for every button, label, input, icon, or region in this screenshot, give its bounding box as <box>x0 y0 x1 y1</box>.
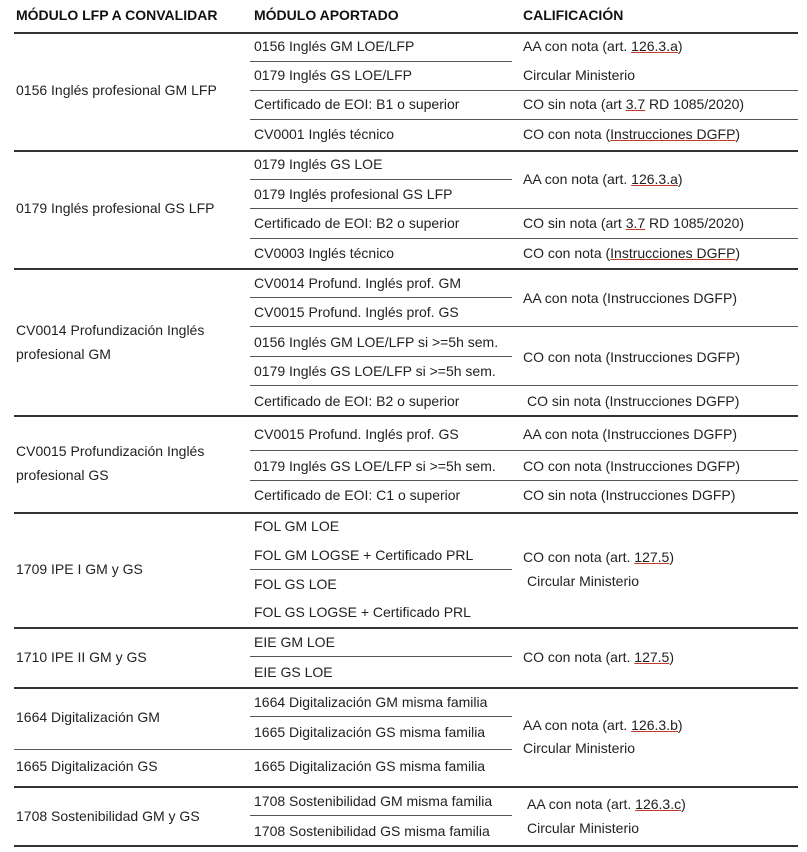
subrow-divider <box>250 656 512 657</box>
row-divider <box>14 268 798 270</box>
provided-cell: CV0014 Profund. Inglés prof. GM <box>254 275 461 291</box>
grade-cell: AA con nota (art. 126.3.c) <box>527 796 686 812</box>
module-cell: 1708 Sostenibilidad GM y GS <box>16 808 200 824</box>
grade-note: Circular Ministerio <box>527 573 640 589</box>
module-cell: profesional GS <box>16 467 109 483</box>
instructions-link[interactable]: Instrucciones DGFP <box>610 245 736 261</box>
header-module: MÓDULO LFP A CONVALIDAR <box>16 7 218 23</box>
row-divider <box>14 32 798 34</box>
grade-cell: CO con nota (Instrucciones DGFP) <box>523 349 741 365</box>
subrow-divider <box>250 61 512 62</box>
law-link[interactable]: 3.7 <box>625 215 646 231</box>
law-link[interactable]: 126.3.c <box>635 796 682 812</box>
subrow-divider <box>250 326 798 327</box>
module-cell: CV0015 Profundización Inglés <box>16 443 205 459</box>
provided-cell: Certificado de EOI: C1 o superior <box>254 487 461 503</box>
grade-cell: CO con nota (Instrucciones DGFP) <box>523 458 741 474</box>
grade-cell: CO sin nota (art 3.7 RD 1085/2020) <box>523 96 745 112</box>
provided-cell: CV0015 Profund. Inglés prof. GS <box>254 426 459 442</box>
header-provided: MÓDULO APORTADO <box>254 7 399 23</box>
grade-cell: CO con nota (art. 127.5) <box>523 549 674 565</box>
row-divider <box>14 786 798 788</box>
provided-cell: 1665 Digitalización GS misma familia <box>254 758 486 774</box>
provided-cell: FOL GS LOE <box>254 576 337 592</box>
provided-cell: FOL GS LOGSE + Certificado PRL <box>254 604 471 620</box>
provided-cell: CV0015 Profund. Inglés prof. GS <box>254 304 459 320</box>
law-link[interactable]: 126.3.a <box>631 38 678 54</box>
provided-cell: 0179 Inglés profesional GS LFP <box>254 186 453 202</box>
provided-cell: 0156 Inglés GM LOE/LFP <box>254 38 415 54</box>
grade-cell: CO con nota (Instrucciones DGFP) <box>523 245 741 261</box>
provided-cell: 1708 Sostenibilidad GS misma familia <box>254 823 490 839</box>
provided-cell: EIE GS LOE <box>254 664 333 680</box>
provided-cell: 1708 Sostenibilidad GM misma familia <box>254 793 493 809</box>
module-cell: 1664 Digitalización GM <box>16 709 160 725</box>
grade-cell: AA con nota (Instrucciones DGFP) <box>523 290 737 306</box>
module-cell: 1709 IPE I GM y GS <box>16 561 143 577</box>
subrow-divider <box>250 119 798 120</box>
grade-cell: CO sin nota (Instrucciones DGFP) <box>527 393 740 409</box>
subrow-divider <box>250 569 512 570</box>
subrow-divider <box>14 749 512 750</box>
grade-cell: AA con nota (art. 126.3.a) <box>523 38 683 54</box>
provided-cell: 0179 Inglés GS LOE/LFP <box>254 67 412 83</box>
provided-cell: Certificado de EOI: B2 o superior <box>254 215 460 231</box>
provided-cell: 0179 Inglés GS LOE <box>254 156 383 172</box>
module-cell: profesional GM <box>16 346 111 362</box>
module-cell: 1665 Digitalización GS <box>16 758 158 774</box>
law-link[interactable]: 3.7 <box>625 96 646 112</box>
row-divider <box>14 512 798 514</box>
provided-cell: CV0001 Inglés técnico <box>254 126 395 142</box>
provided-cell: 0179 Inglés GS LOE/LFP si >=5h sem. <box>254 458 496 474</box>
module-cell: 1710 IPE II GM y GS <box>16 649 147 665</box>
grade-note: Circular Ministerio <box>523 67 636 83</box>
grade-cell: AA con nota (Instrucciones DGFP) <box>523 426 737 442</box>
grade-cell: AA con nota (art. 126.3.a) <box>523 171 683 187</box>
grade-note: Circular Ministerio <box>527 820 640 836</box>
provided-cell: FOL GM LOGSE + Certificado PRL <box>254 547 474 563</box>
subrow-divider <box>250 716 512 717</box>
header-grade: CALIFICACIÓN <box>523 7 624 23</box>
module-cell: 0179 Inglés profesional GS LFP <box>16 200 215 216</box>
provided-cell: Certificado de EOI: B1 o superior <box>254 96 460 112</box>
grade-cell: CO sin nota (Instrucciones DGFP) <box>523 487 736 503</box>
row-divider <box>14 150 798 152</box>
instructions-link[interactable]: Instrucciones DGFP <box>610 126 736 142</box>
grade-cell: CO con nota (art. 127.5) <box>523 649 674 665</box>
subrow-divider <box>250 356 512 357</box>
law-link[interactable]: 126.3.a <box>631 171 678 187</box>
grade-cell: AA con nota (art. 126.3.b) <box>523 717 683 733</box>
row-divider <box>14 845 798 847</box>
module-cell: CV0014 Profundización Inglés <box>16 322 205 338</box>
grade-cell: CO con nota (Instrucciones DGFP) <box>523 126 741 142</box>
provided-cell: 0179 Inglés GS LOE/LFP si >=5h sem. <box>254 363 496 379</box>
grade-cell: CO sin nota (art 3.7 RD 1085/2020) <box>523 215 745 231</box>
row-divider <box>14 415 798 417</box>
row-divider <box>14 627 798 629</box>
module-cell: 0156 Inglés profesional GM LFP <box>16 82 217 98</box>
subrow-divider <box>250 208 798 209</box>
subrow-divider <box>250 90 798 91</box>
law-link[interactable]: 127.5 <box>634 649 670 665</box>
provided-cell: EIE GM LOE <box>254 634 335 650</box>
law-link[interactable]: 127.5 <box>634 549 670 565</box>
row-divider <box>14 687 798 689</box>
provided-cell: 1665 Digitalización GS misma familia <box>254 724 486 740</box>
provided-cell: 1664 Digitalización GM misma familia <box>254 694 488 710</box>
subrow-divider <box>250 297 512 298</box>
subrow-divider <box>250 238 798 239</box>
subrow-divider <box>250 385 798 386</box>
provided-cell: FOL GM LOE <box>254 518 340 534</box>
provided-cell: 0156 Inglés GM LOE/LFP si >=5h sem. <box>254 334 499 350</box>
subrow-divider <box>250 815 512 816</box>
provided-cell: Certificado de EOI: B2 o superior <box>254 393 460 409</box>
grade-note: Circular Ministerio <box>523 740 636 756</box>
provided-cell: CV0003 Inglés técnico <box>254 245 395 261</box>
subrow-divider <box>250 179 512 180</box>
law-link[interactable]: 126.3.b <box>631 717 678 733</box>
subrow-divider <box>250 480 798 481</box>
subrow-divider <box>250 450 798 451</box>
